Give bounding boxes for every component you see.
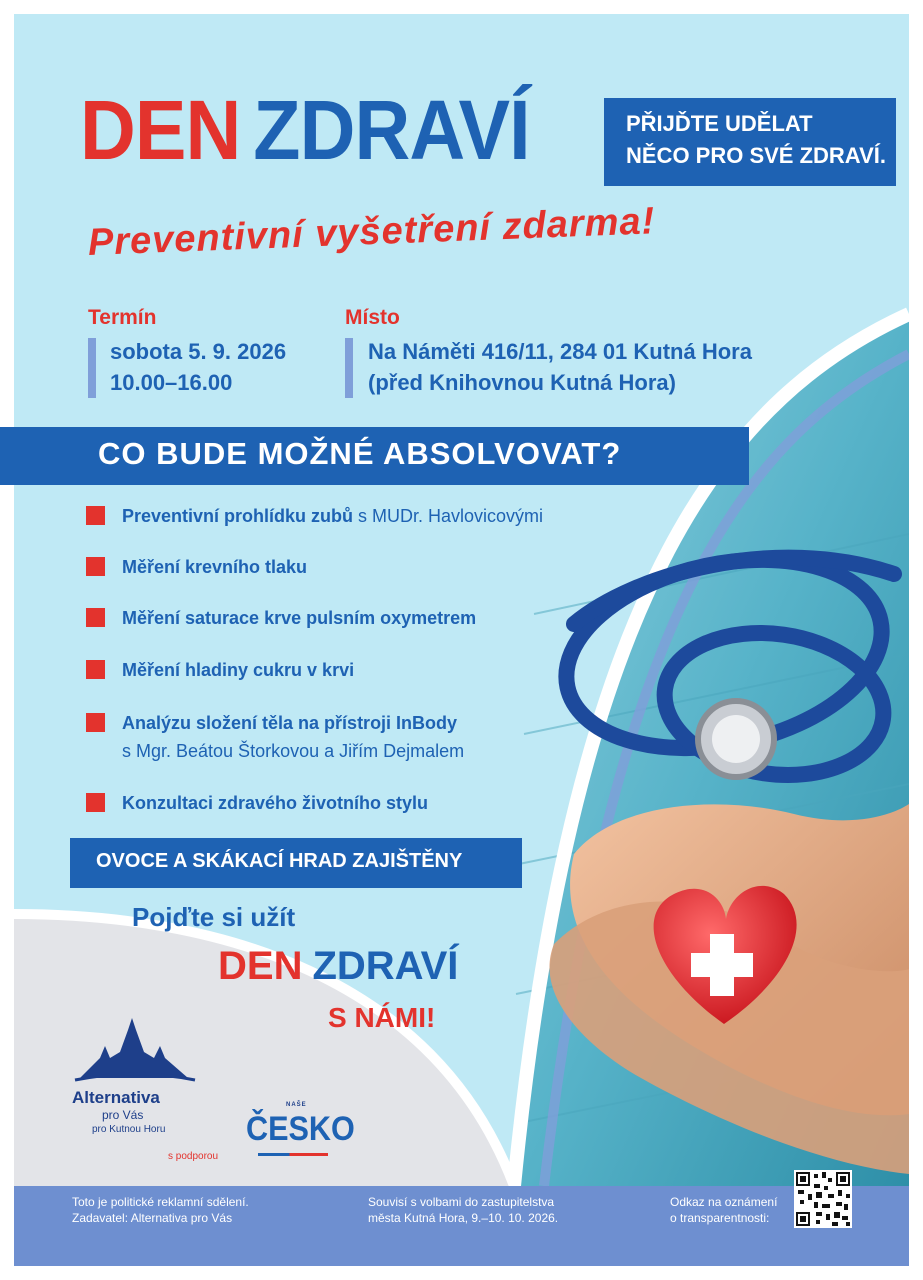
bullet-square-icon bbox=[86, 608, 105, 627]
where-label: Místo bbox=[345, 306, 400, 329]
cesko-underline bbox=[258, 1153, 328, 1156]
cesko-small: NAŠE bbox=[286, 1102, 307, 1108]
poster-background bbox=[14, 14, 909, 1186]
alt-logo-sub1: pro Vás bbox=[102, 1108, 144, 1122]
when-date: sobota 5. 9. 2026 bbox=[110, 339, 287, 364]
where-bar bbox=[345, 338, 353, 398]
where-note: (před Knihovnou Kutná Hora) bbox=[368, 370, 676, 395]
castle-logo-icon bbox=[70, 1016, 200, 1086]
footer-left-line1: Toto je politické reklamní sdělení. bbox=[72, 1195, 249, 1209]
item-bold: Měření saturace krve pulsním oxymetrem bbox=[122, 608, 477, 628]
item-bold: Preventivní prohlídku zubů bbox=[122, 506, 354, 526]
cesko-logo: ČESKO bbox=[246, 1110, 355, 1148]
item-line2: s Mgr. Beátou Štorkovou a Jiřím Dejmalem bbox=[122, 741, 465, 761]
tagline-line1: PŘIJĎTE UDĚLAT bbox=[626, 111, 813, 136]
item-bold: Konzultaci zdravého životního stylu bbox=[122, 793, 429, 813]
subtitle: Preventivní vyšetření zdarma! bbox=[87, 200, 656, 264]
item-bold: Měření hladiny cukru v krvi bbox=[122, 660, 355, 680]
tagline-box bbox=[604, 98, 896, 186]
footer-right-line2: o transparentnosti: bbox=[670, 1211, 770, 1225]
when-time: 10.00–16.00 bbox=[110, 370, 233, 395]
bullet-square-icon bbox=[86, 713, 105, 732]
item-bold: Analýzu složení těla na přístroji InBody bbox=[122, 713, 458, 733]
title-zdravi: ZDRAVÍ bbox=[253, 83, 530, 177]
extras-text: OVOCE A SKÁKACÍ HRAD ZAJIŠTĚNY bbox=[96, 850, 463, 872]
stethoscope-hands-photo bbox=[14, 14, 909, 1186]
item-bold: Měření krevního tlaku bbox=[122, 557, 308, 577]
footer-left-line2: Zadavatel: Alternativa pro Vás bbox=[72, 1211, 233, 1225]
bullet-square-icon bbox=[86, 793, 105, 812]
when-bar bbox=[88, 338, 96, 398]
footer-mid-line1: Souvisí s volbami do zastupitelstva bbox=[368, 1195, 555, 1209]
bullet-square-icon bbox=[86, 660, 105, 679]
closing-zdravi: ZDRAVÍ bbox=[312, 944, 459, 988]
bullet-square-icon bbox=[86, 506, 105, 525]
support-text: s podporou bbox=[168, 1151, 219, 1162]
closing-den: DEN bbox=[218, 944, 303, 988]
footer-mid-line2: města Kutná Hora, 9.–10. 10. 2026. bbox=[368, 1211, 559, 1225]
title-den: DEN bbox=[80, 83, 241, 177]
closing-line3: S NÁMI! bbox=[328, 1002, 436, 1033]
closing-line1: Pojďte si užít bbox=[132, 902, 296, 932]
alt-logo-sub2: pro Kutnou Horu bbox=[92, 1124, 166, 1135]
tagline-line2: NĚCO PRO SVÉ ZDRAVÍ. bbox=[626, 143, 886, 168]
bullet-square-icon bbox=[86, 557, 105, 576]
when-label: Termín bbox=[88, 306, 157, 329]
footer-right bbox=[670, 1194, 777, 1226]
footer-right-line1: Odkaz na oznámení bbox=[670, 1195, 778, 1209]
where-address: Na Náměti 416/11, 284 01 Kutná Hora bbox=[368, 339, 752, 364]
footer-mid bbox=[368, 1194, 558, 1226]
alt-logo-name: Alternativa bbox=[72, 1088, 160, 1107]
main-title bbox=[80, 83, 530, 177]
closing-title bbox=[218, 944, 458, 989]
section-title: CO BUDE MOŽNÉ ABSOLVOVAT? bbox=[98, 436, 622, 471]
item-rest: s MUDr. Havlovicovými bbox=[353, 506, 544, 526]
qr-code-icon[interactable] bbox=[794, 1170, 852, 1228]
footer-left bbox=[72, 1194, 249, 1226]
